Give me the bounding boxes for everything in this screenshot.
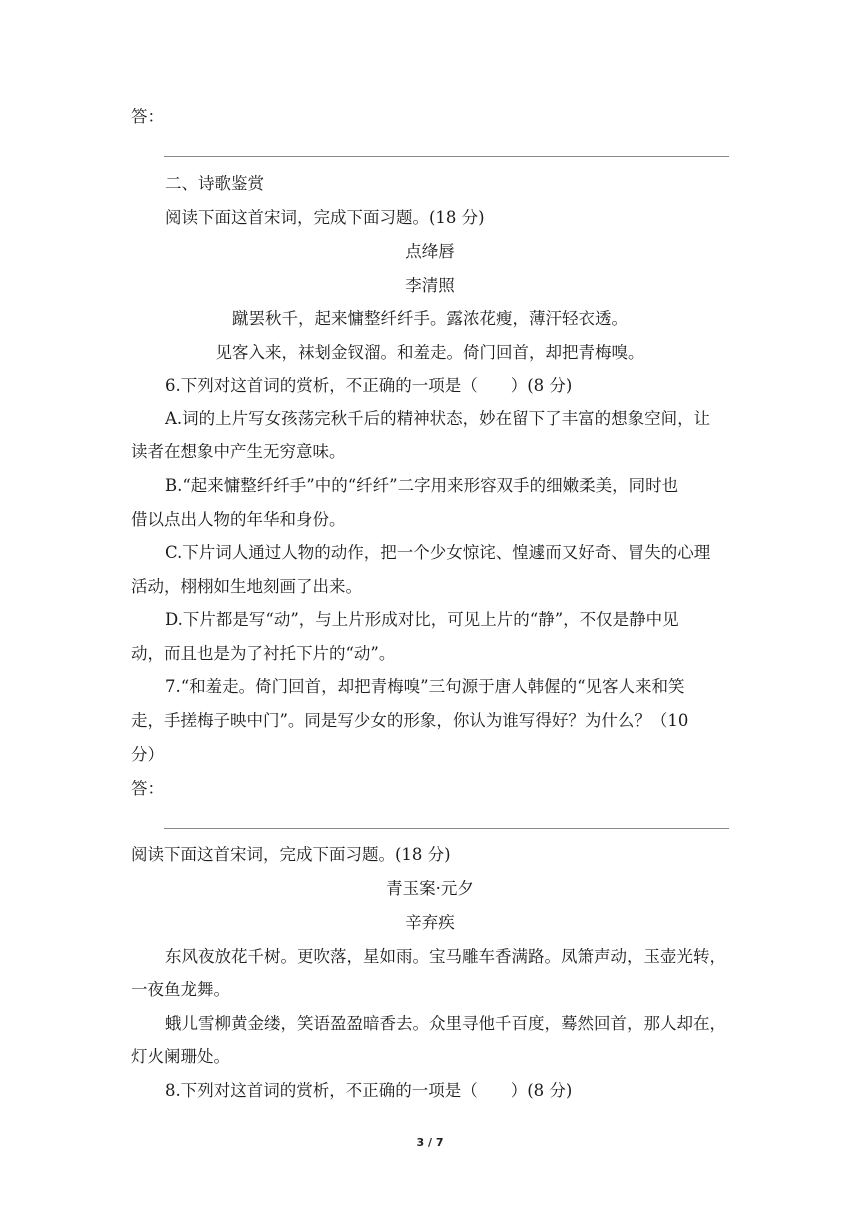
poem2-stanza-2-line-1: 蛾儿雪柳黄金缕，笑语盈盈暗香去。众里寻他千百度，蓦然回首，那人却在， — [165, 1014, 726, 1033]
poem2-stanza-1-line-1: 东风夜放花千树。更吹落，星如雨。宝马雕车香满路。凤箫声动，玉壶光转， — [165, 947, 726, 966]
poem1-title: 点绛唇 — [405, 242, 455, 261]
answer-label: 答： — [131, 107, 164, 126]
section-heading: 二、诗歌鉴赏 — [165, 174, 264, 193]
poem1-line-2: 见客入来，袜刬金钗溜。和羞走。倚门回首，却把青梅嗅。 — [215, 343, 645, 362]
question-6: 6.下列对这首词的赏析，不正确的一项是（ ）(8 分) — [165, 376, 573, 395]
answer-line — [164, 156, 729, 157]
poem2-stanza-2-line-2: 灯火阑珊处。 — [131, 1047, 230, 1066]
question-8: 8.下列对这首词的赏析，不正确的一项是（ ）(8 分) — [165, 1081, 573, 1100]
option-d-line-2: 动，而且也是为了衬托下片的“动”。 — [131, 644, 396, 663]
poem2-stanza-1-line-2: 一夜鱼龙舞。 — [131, 980, 230, 999]
poem2-title: 青玉案·元夕 — [386, 879, 474, 898]
poem2-author: 辛弃疾 — [405, 913, 455, 932]
poem1-author: 李清照 — [405, 276, 455, 295]
option-c-line-1: C.下片词人通过人物的动作，把一个少女惊诧、惶遽而又好奇、冒失的心理 — [165, 543, 711, 562]
poem2-intro: 阅读下面这首宋词，完成下面习题。(18 分) — [131, 845, 451, 864]
answer-line — [164, 828, 729, 829]
option-c-line-2: 活动，栩栩如生地刻画了出来。 — [131, 577, 362, 596]
option-b-line-1: B.“起来慵整纤纤手”中的“纤纤”二字用来形容双手的细嫩柔美，同时也 — [165, 476, 679, 495]
question-7-line-3: 分） — [131, 745, 164, 764]
poem1-line-1: 蹴罢秋千，起来慵整纤纤手。露浓花瘦，薄汗轻衣透。 — [232, 309, 628, 328]
option-a-line-1: A.词的上片写女孩荡完秋千后的精神状态，妙在留下了丰富的想象空间，让 — [165, 409, 711, 428]
question-7-line-1: 7.“和羞走。倚门回首，却把青梅嗅”三句源于唐人韩偓的“见客人来和笑 — [165, 677, 685, 696]
question-7-line-2: 走，手搓梅子映中门”。同是写少女的形象，你认为谁写得好？为什么？（10 — [131, 711, 689, 730]
option-d-line-1: D.下片都是写“动”，与上片形成对比，可见上片的“静”，不仅是静中见 — [165, 610, 679, 629]
option-a-line-2: 读者在想象中产生无穷意味。 — [131, 442, 346, 461]
answer-label: 答： — [131, 779, 164, 798]
page-number: 3 / 7 — [416, 1136, 444, 1149]
option-b-line-2: 借以点出人物的年华和身份。 — [131, 510, 346, 529]
poem1-intro: 阅读下面这首宋词，完成下面习题。(18 分) — [165, 208, 485, 227]
